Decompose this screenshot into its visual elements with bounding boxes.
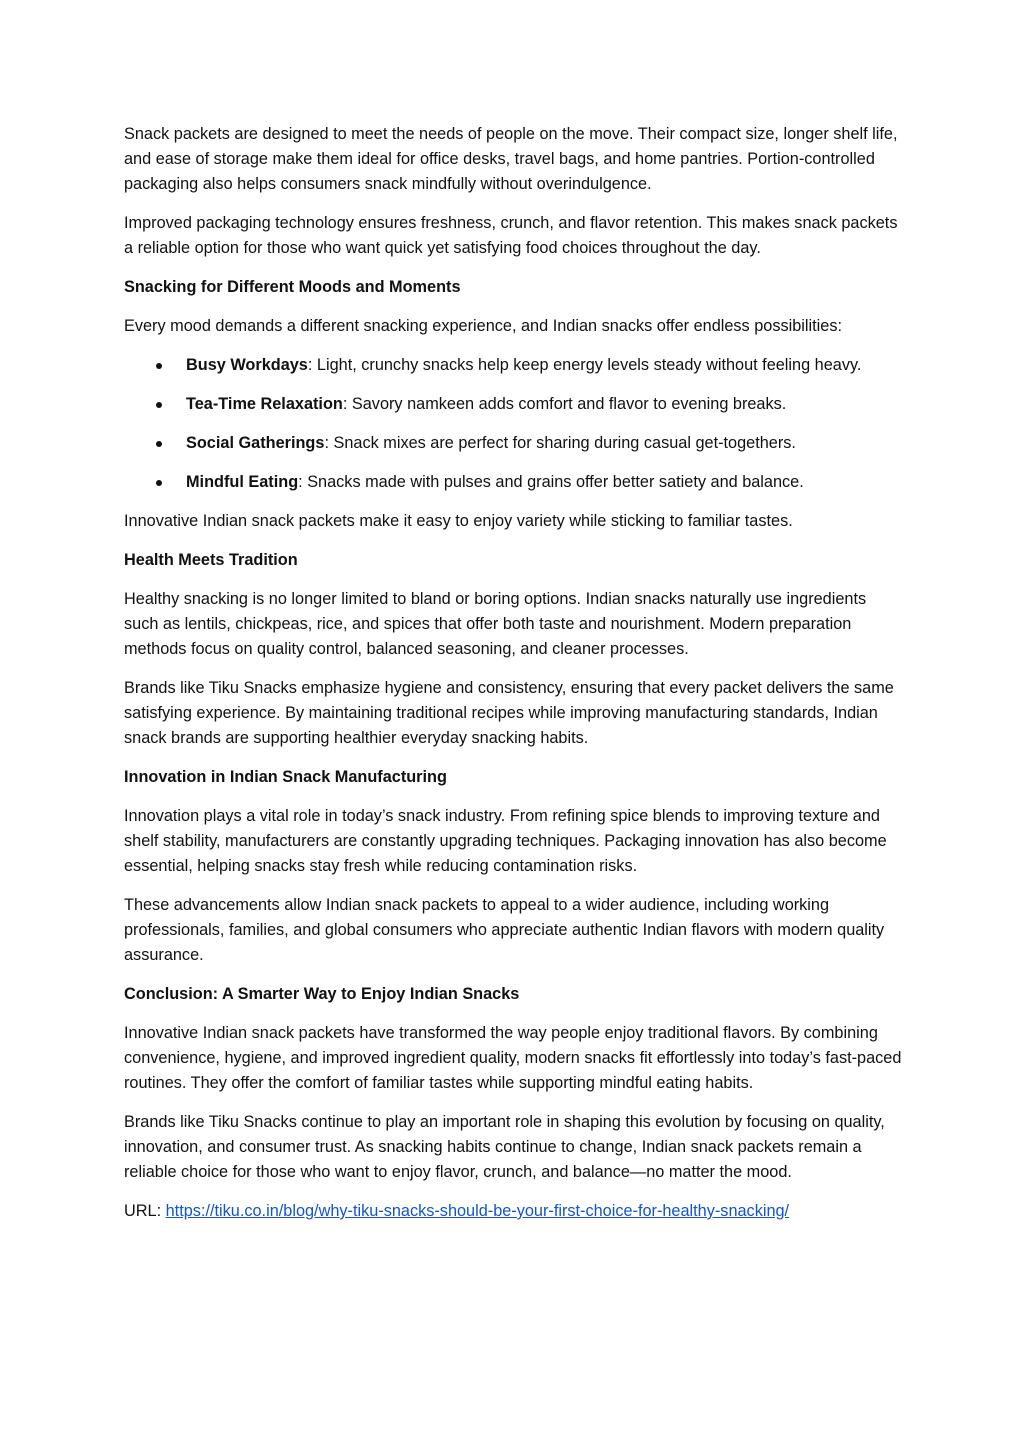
health-paragraph-2: Brands like Tiku Snacks emphasize hygiene and consistency, ensuring that every packet delivers the same satisfying experience. By maintaining traditional recipes while improving manufacturing standards, Indian snack brands are supporting healthier everyday snacking habits. [124, 679, 894, 747]
bullet-text: : Snack mixes are perfect for sharing during casual get-togethers. [324, 434, 796, 452]
bullet-icon [156, 363, 162, 369]
section-heading-conclusion: Conclusion: A Smarter Way to Enjoy Indian Snacks [124, 985, 520, 1003]
intro-paragraph-1: Snack packets are designed to meet the needs of people on the move. Their compact size, longer shelf life, and ease of storage make them ideal for office desks, travel bags, and home pantries. Portion-controlled packaging also helps consumers snack mindfully without overindulgence. [124, 125, 898, 193]
moods-bullet-list [124, 353, 903, 495]
url-line [124, 1199, 903, 1224]
section-heading-health: Health Meets Tradition [124, 551, 298, 569]
list-item [124, 353, 903, 378]
bullet-icon [156, 402, 162, 408]
bullet-icon [156, 480, 162, 486]
bullet-text: : Snacks made with pulses and grains offer better satiety and balance. [298, 473, 804, 491]
url-link[interactable]: https://tiku.co.in/blog/why-tiku-snacks-should-be-your-first-choice-for-healthy-snacking/ [165, 1202, 790, 1220]
url-label: URL: [124, 1202, 166, 1220]
bullet-term: Tea-Time Relaxation [186, 395, 343, 413]
bullet-text: : Savory namkeen adds comfort and flavor to evening breaks. [342, 395, 787, 413]
bullet-term: Social Gatherings [186, 434, 325, 452]
list-item [124, 470, 903, 495]
list-item [124, 431, 903, 456]
innovation-paragraph-2: These advancements allow Indian snack packets to appeal to a wider audience, including working professionals, families, and global consumers who appreciate authentic Indian flavors with modern quality assurance. [124, 896, 885, 964]
bullet-term: Busy Workdays [186, 356, 308, 374]
bullet-text: : Light, crunchy snacks help keep energy levels steady without feeling heavy. [307, 356, 862, 374]
list-item [124, 392, 903, 417]
intro-paragraph-2: Improved packaging technology ensures freshness, crunch, and flavor retention. This makes snack packets a reliable option for those who want quick yet satisfying food choices throughout the day. [124, 214, 898, 257]
bullet-term: Mindful Eating [186, 473, 299, 491]
section-heading-moods: Snacking for Different Moods and Moments [124, 278, 461, 296]
section-heading-innovation: Innovation in Indian Snack Manufacturing [124, 768, 447, 786]
bullet-icon [156, 441, 162, 447]
conclusion-paragraph-2: Brands like Tiku Snacks continue to play an important role in shaping this evolution by focusing on quality, innovation, and consumer trust. As snacking habits continue to change, Indian snack packets remain a reliable choice for those who want to enjoy flavor, crunch, and balance—no matter the mood. [124, 1113, 885, 1181]
health-paragraph-1: Healthy snacking is no longer limited to bland or boring options. Indian snacks naturally use ingredients such as lentils, chickpeas, rice, and spices that offer both taste and nourishment. Modern preparation methods focus on quality control, balanced seasoning, and cleaner processes. [124, 590, 867, 658]
innovation-paragraph-1: Innovation plays a vital role in today’s snack industry. From refining spice blends to improving texture and shelf stability, manufacturers are constantly upgrading techniques. Packaging innovation has also become essential, helping snacks stay fresh while reducing contamination risks. [124, 807, 887, 875]
conclusion-paragraph-1: Innovative Indian snack packets have transformed the way people enjoy traditional flavors. By combining convenience, hygiene, and improved ingredient quality, modern snacks fit effortlessly into today’s fast-paced routines. They offer the comfort of familiar tastes while supporting mindful eating habits. [124, 1024, 902, 1092]
moods-lead-paragraph: Every mood demands a different snacking experience, and Indian snacks offer endless possibilities: [124, 317, 842, 335]
moods-closing-paragraph: Innovative Indian snack packets make it easy to enjoy variety while sticking to familiar tastes. [124, 512, 793, 530]
